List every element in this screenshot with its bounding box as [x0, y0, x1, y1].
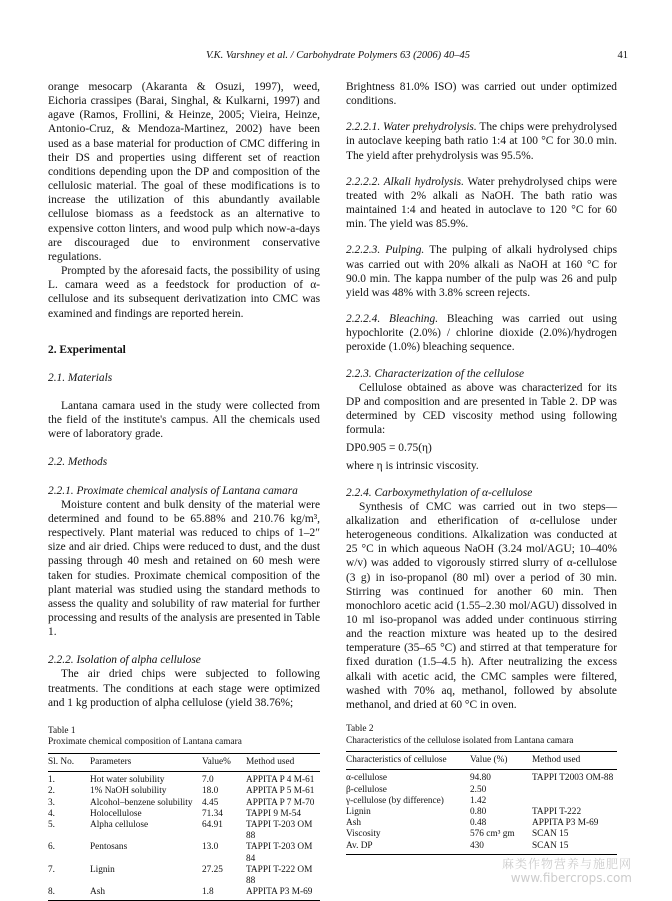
- table-cell: 3.: [48, 797, 55, 808]
- characterization-paragraph: Cellulose obtained as above was characterized for its DP and composition and are presented in Table 2. DP was determined by CED viscosity method using following formula:: [346, 381, 617, 437]
- table-cell: APPITA P3 M-69: [532, 818, 599, 829]
- table-header-cell: Method used: [532, 752, 617, 770]
- carboxymethylation-paragraph: Synthesis of CMC was carried out in two steps—alkalization and etherification of α-cellulose under heterogeneous conditions. Alkalization was conducted at 25 °C in which aqueous NaOH (3.24 mol/AGU; 10–40% w/v) was added to vigorously stirred slurry of α-cellulose (3 g) in iso-propanol (80 ml) over a period of 30 min. Stirring was continued for another 60 min. Then monochloro acetic acid (1.55–2.30 mol/AGU) dissolved in 10 ml iso-propanol was added under continuous stirring and the reaction mixture was heated up to the desired temperature (35–65 °C) and stirred at that temperature for fixed duration (1.5–4.5 h). After neutralizing the excess alkali with acetic acid, the CMC samples were filtered, washed with 70% aq, methanol, followed by absolute methanol, and dried at 60 °C in oven.: [346, 500, 617, 711]
- table-cell: 7.0: [202, 775, 214, 786]
- table-cell: TAPPI T2003 OM-88: [532, 773, 614, 784]
- isolation-paragraph: The air dried chips were subjected to following treatments. The conditions at each stage were optimized and 1 kg production of alpha cellulose (yield 38.76%;: [48, 668, 320, 709]
- right-column: [346, 80, 617, 855]
- table-cell: 1% NaOH solubility: [90, 786, 167, 797]
- table-cell: 4.45: [202, 797, 219, 808]
- table-cell: 5.: [48, 819, 55, 830]
- table-cell: 6.: [48, 842, 55, 853]
- intro-paragraph-2: Prompted by the aforesaid facts, the possibility of using L. camara weed as a feedstock for production of α-cellulose and its subsequent derivatization into CMC was examined and findings are reported herein.: [48, 265, 320, 320]
- table-cell: 18.0: [202, 786, 219, 797]
- dp-formula: DP0.905 = 0.75(η): [346, 442, 432, 455]
- table-row: [48, 798, 320, 809]
- table-cell: γ-cellulose (by difference): [346, 795, 444, 806]
- table-cell: 1.8: [202, 887, 246, 901]
- table-header-cell: Value%: [202, 753, 246, 771]
- table-cell: Pentosans: [90, 842, 128, 853]
- table-header-cell: Characteristics of cellulose: [346, 752, 470, 770]
- table-row: [48, 887, 320, 901]
- brightness-paragraph: Brightness 81.0% ISO) was carried out under optimized conditions.: [346, 81, 617, 108]
- table-header-cell: Sl. No.: [48, 753, 90, 771]
- table-cell: 8.: [48, 887, 90, 901]
- paragraph-text: Bleaching was carried out using hypochlorite (2.0%) / chlorine dioxide (2.0%)/hydrogen peroxide (1.0%) bleaching sequence.: [346, 313, 617, 354]
- proximate-paragraph: Moisture content and bulk density of the material were determined and found to be 65.88% and 210.76 kg/m³, respectively. Plant material was reduced to chips of 1–2″ size and air dried. Chips were reduced to dust, and the dust passing through 40 mesh and retained on 60 mesh were taken for studies. Proximate chemical composition of the plant material was studied using the standard methods to assess the quality and solubility of raw material for further processing and results of the analysis are presented in Table 1.: [48, 498, 320, 639]
- formula-note: where η is intrinsic viscosity.: [346, 460, 479, 473]
- pulping-paragraph: [346, 243, 617, 300]
- table-cell: 7.: [48, 864, 55, 875]
- table-cell: 1.: [48, 775, 55, 786]
- table-cell: 1.42: [470, 795, 487, 806]
- table-cell: SCAN 15: [532, 841, 617, 855]
- paragraph-heading: 2.2.2.1. Water prehydrolysis.: [346, 121, 477, 134]
- alkali-hydrolysis-paragraph: [346, 175, 617, 232]
- table-cell: Alcohol–benzene solubility: [90, 797, 193, 808]
- table-cell: α-cellulose: [346, 773, 388, 784]
- table-row: [346, 818, 617, 829]
- table-1-caption: Proximate chemical composition of Lantana camara: [48, 737, 242, 748]
- journal-reference: V.K. Varshney et al. / Carbohydrate Polymers 63 (2006) 40–45: [205, 50, 471, 61]
- water-prehydrolysis-paragraph: [346, 120, 617, 162]
- table-cell: Ash: [346, 818, 361, 829]
- table-1: [48, 726, 320, 901]
- subsection-heading-materials: 2.1. Materials: [48, 371, 113, 384]
- page-number: 41: [617, 50, 628, 61]
- subsection-heading-methods: 2.2. Methods: [48, 456, 108, 469]
- paragraph-heading: 2.2.2.4. Bleaching.: [346, 313, 439, 326]
- table-cell: 64.91: [202, 819, 223, 830]
- table-row: [48, 820, 320, 842]
- table-cell: 0.48: [470, 818, 487, 829]
- table-cell: APPITA P 5 M-61: [246, 786, 315, 797]
- table-2-grid: [346, 751, 617, 855]
- subsection-heading-isolation: 2.2.2. Isolation of alpha cellulose: [48, 654, 201, 667]
- table-cell: 430: [470, 841, 532, 855]
- paragraph-text: The chips were prehydrolysed in autoclave keeping bath ratio 1:4 at 100 °C for 30.0 min. The yield after prehydrolysis was 95.5%.: [346, 121, 617, 162]
- table-cell: Hot water solubility: [90, 775, 165, 786]
- table-cell: TAPPI T-222 OM 88: [246, 864, 313, 886]
- table-cell: Av. DP: [346, 841, 470, 855]
- left-column: [48, 80, 320, 901]
- table-cell: APPITA P 7 M-70: [246, 797, 315, 808]
- table-1-grid: [48, 753, 320, 901]
- table-header-cell: Method used: [246, 753, 320, 771]
- table-cell: 71.34: [202, 808, 223, 819]
- table-cell: Ash: [90, 887, 202, 901]
- table-1-label: Table 1: [48, 725, 76, 736]
- table-row: [346, 785, 617, 796]
- table-row: [48, 772, 320, 787]
- table-cell: Lignin: [346, 806, 371, 817]
- section-heading-experimental: 2. Experimental: [48, 343, 126, 356]
- table-2-caption: Characteristics of the cellulose isolated from Lantana camara: [346, 735, 574, 746]
- table-cell: SCAN 15: [532, 829, 569, 840]
- table-2-label: Table 2: [346, 724, 374, 735]
- table-cell: 4.: [48, 808, 55, 819]
- table-cell: Holocellulose: [90, 808, 142, 819]
- subsection-heading-carboxymethylation: 2.2.4. Carboxymethylation of α-cellulose: [346, 486, 533, 499]
- table-cell: 576 cm³ gm: [470, 829, 515, 840]
- table-cell: β-cellulose: [346, 784, 387, 795]
- table-2: [346, 724, 617, 855]
- watermark-chinese: 麻类作物营养与施肥网: [501, 857, 632, 871]
- table-cell: 27.25: [202, 864, 223, 875]
- table-cell: APPITA P 4 M-61: [246, 775, 315, 786]
- table-cell: 13.0: [202, 842, 219, 853]
- table-cell: Viscosity: [346, 829, 381, 840]
- table-cell: Lignin: [90, 864, 115, 875]
- paragraph-text: The pulping of alkali hydrolysed chips was carried out with 20% alkali as NaOH at 160 °C for 90.0 min. The kappa number of the pulp was 26 and pulp yield was 48% with 3.8% screen rejects.: [346, 244, 618, 299]
- table-cell: 2.50: [470, 784, 487, 795]
- table-cell: 2.: [48, 786, 55, 797]
- table-header-cell: Parameters: [90, 753, 202, 771]
- table-cell: 0.80: [470, 806, 487, 817]
- table-header-cell: Value (%): [470, 752, 532, 770]
- table-row: [48, 842, 320, 864]
- table-cell: APPITA P3 M-69: [246, 887, 320, 901]
- table-row: [346, 796, 617, 807]
- table-cell: [532, 785, 617, 796]
- table-row: [48, 786, 320, 797]
- subsection-heading-characterization: 2.2.3. Characterization of the cellulose: [346, 367, 525, 380]
- table-row: [346, 770, 617, 785]
- table-row: [48, 809, 320, 820]
- bleaching-paragraph: [346, 312, 617, 354]
- table-row: [346, 829, 617, 840]
- table-row: [346, 841, 617, 855]
- table-cell: TAPPI T-222: [532, 806, 582, 817]
- materials-paragraph: Lantana camara used in the study were collected from the field of the institute's campus. All the chemicals used were of laboratory grade.: [48, 399, 320, 441]
- paragraph-heading: 2.2.2.3. Pulping.: [346, 244, 425, 257]
- table-cell: Alpha cellulose: [90, 819, 149, 830]
- watermark-url: www.fibercrops.com: [510, 871, 632, 885]
- table-row: [48, 865, 320, 887]
- table-cell: TAPPI T-203 OM 84: [246, 842, 313, 864]
- paragraph-heading: 2.2.2.2. Alkali hydrolysis.: [346, 175, 464, 188]
- table-cell: TAPPI 9 M-54: [246, 808, 302, 819]
- subsection-heading-proximate: 2.2.1. Proximate chemical analysis of Lantana camara: [48, 484, 298, 497]
- table-row: [346, 807, 617, 818]
- intro-paragraph-1: orange mesocarp (Akaranta & Osuzi, 1997), weed, Eichoria crassipes (Barai, Singhal, & Kulkarni, 1997) and agave (Ramos, Frollini, & Heinze, 2005; Vieira, Heinze, Antonio-Cruz, & Mendoza-Martinez, 2002) have been used as a base material for production of CMC differing in their DS and properties using different set of reaction conditions depending upon the DP and composition of the cellulosic material. The goal of these modifications is to increase the utilization of this abundantly available cellulose biomass as a feedstock as an alternative to expensive cotton linters, and wood pulp which now-a-days are discouraged due to environment conservative regulations.: [48, 81, 320, 263]
- table-cell: 94.80: [470, 773, 491, 784]
- table-cell: [532, 796, 617, 807]
- table-cell: TAPPI T-203 OM 88: [246, 819, 313, 842]
- paragraph-text: Water prehydrolysed chips were treated with 2% alkali as NaOH. The bath ratio was maintained 1:4 and heated in autoclave to 120 °C for 60 min. The yield was 85.9%.: [346, 175, 617, 231]
